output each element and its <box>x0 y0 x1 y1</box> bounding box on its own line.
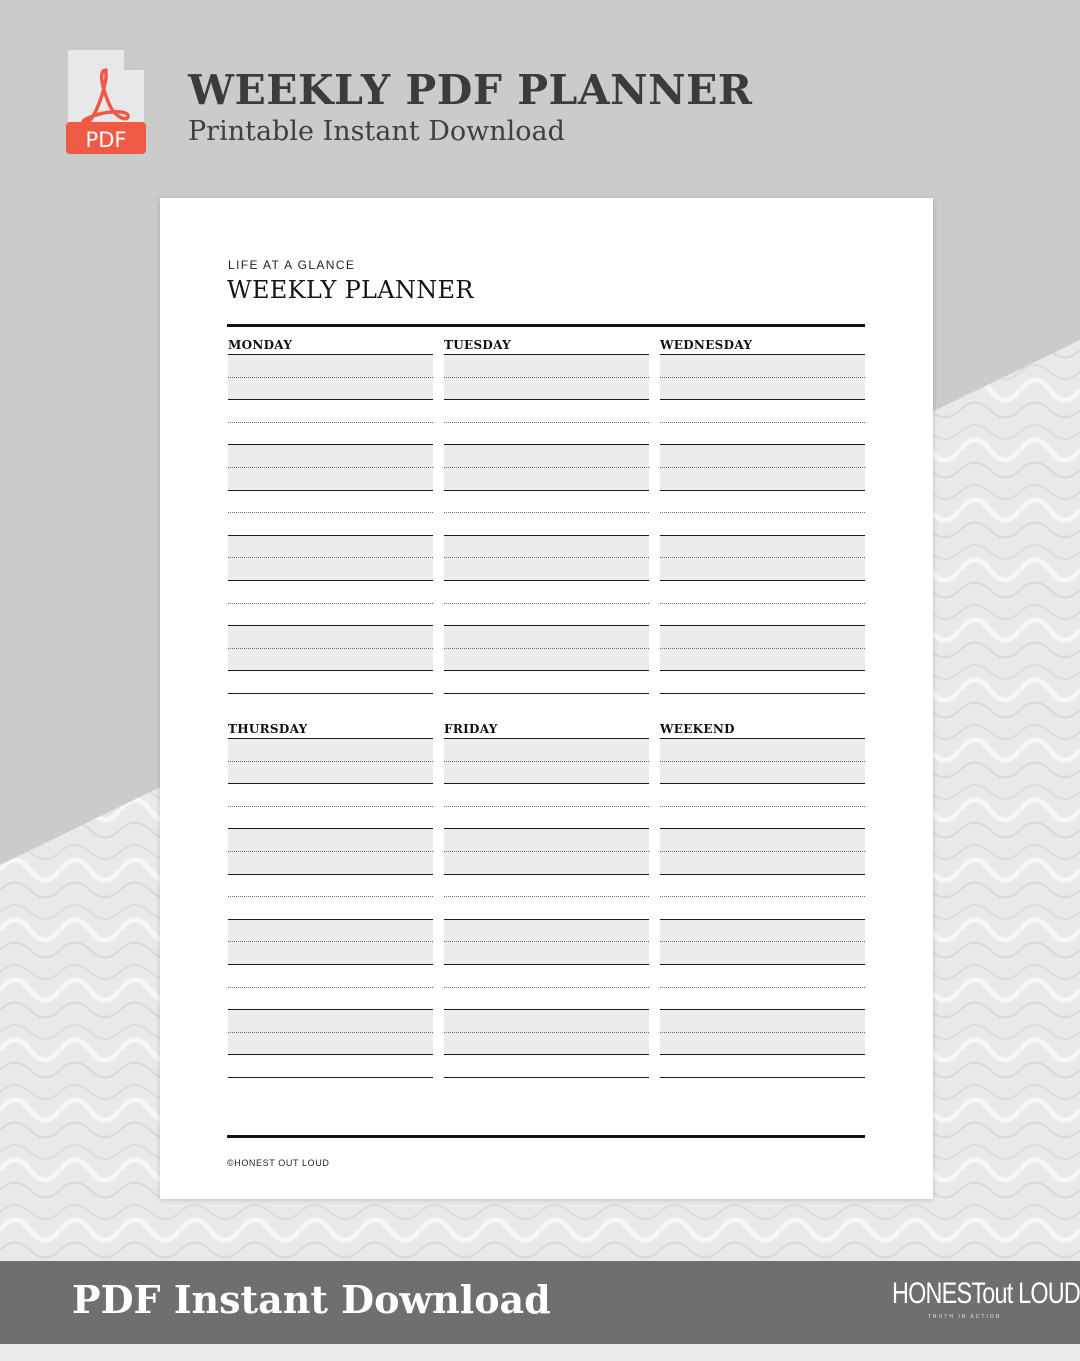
sheet-kicker: LIFE AT A GLANCE <box>228 258 356 272</box>
solid-line <box>228 490 433 491</box>
dotted-line <box>228 648 433 649</box>
shaded-band <box>660 625 865 648</box>
dotted-line <box>660 987 865 988</box>
dotted-line <box>660 1032 865 1033</box>
dotted-line <box>660 603 865 604</box>
top-rule <box>227 324 865 327</box>
dotted-line <box>660 851 865 852</box>
dotted-line <box>444 648 649 649</box>
pdf-icon-label: PDF <box>85 128 127 152</box>
shaded-band <box>660 1009 865 1032</box>
solid-line <box>228 693 433 694</box>
solid-line <box>228 1077 433 1078</box>
day-label: THURSDAY <box>228 722 308 736</box>
shaded-band <box>228 625 433 648</box>
solid-line <box>660 964 865 965</box>
shaded-band <box>228 941 433 964</box>
solid-line <box>660 444 865 445</box>
shaded-band <box>444 738 649 761</box>
shaded-band <box>660 1032 865 1055</box>
solid-line <box>444 535 649 536</box>
day-label: WEDNESDAY <box>660 338 753 352</box>
shaded-band <box>444 1032 649 1055</box>
shaded-band <box>444 1009 649 1032</box>
dotted-line <box>444 806 649 807</box>
shaded-band <box>228 354 433 377</box>
solid-line <box>228 670 433 671</box>
day-label: MONDAY <box>228 338 293 352</box>
dotted-line <box>660 512 865 513</box>
dotted-line <box>660 896 865 897</box>
shaded-band <box>444 557 649 580</box>
dotted-line <box>660 422 865 423</box>
solid-line <box>660 1054 865 1055</box>
shaded-band <box>444 851 649 874</box>
solid-line <box>660 535 865 536</box>
solid-line <box>228 535 433 536</box>
solid-line <box>228 828 433 829</box>
dotted-line <box>228 987 433 988</box>
sheet-title: WEEKLY PLANNER <box>227 276 474 304</box>
shaded-band <box>228 828 433 851</box>
shaded-band <box>660 941 865 964</box>
shaded-band <box>228 535 433 558</box>
dotted-line <box>228 851 433 852</box>
solid-line <box>660 874 865 875</box>
dotted-line <box>444 941 649 942</box>
dotted-line <box>228 603 433 604</box>
dotted-line <box>444 377 649 378</box>
solid-line <box>444 1054 649 1055</box>
shaded-band <box>444 828 649 851</box>
solid-line <box>444 399 649 400</box>
solid-line <box>660 1077 865 1078</box>
solid-line <box>444 874 649 875</box>
shaded-band <box>444 377 649 400</box>
shaded-band <box>444 941 649 964</box>
shaded-band <box>660 648 865 671</box>
solid-line <box>228 1009 433 1010</box>
dotted-line <box>660 761 865 762</box>
dotted-line <box>660 806 865 807</box>
shaded-band <box>660 738 865 761</box>
dotted-line <box>228 1032 433 1033</box>
solid-line <box>444 693 649 694</box>
dotted-line <box>228 941 433 942</box>
shaded-band <box>228 648 433 671</box>
dotted-line <box>444 603 649 604</box>
shaded-band <box>444 444 649 467</box>
page-subtitle: Printable Instant Download <box>188 116 565 147</box>
solid-line <box>444 670 649 671</box>
dotted-line <box>444 467 649 468</box>
shaded-band <box>444 354 649 377</box>
shaded-band <box>444 535 649 558</box>
solid-line <box>228 874 433 875</box>
dotted-line <box>660 648 865 649</box>
dotted-line <box>228 422 433 423</box>
solid-line <box>444 625 649 626</box>
solid-line <box>228 738 433 739</box>
solid-line <box>228 964 433 965</box>
solid-line <box>660 1009 865 1010</box>
dotted-line <box>444 761 649 762</box>
solid-line <box>444 490 649 491</box>
solid-line <box>660 399 865 400</box>
dotted-line <box>660 557 865 558</box>
shaded-band <box>444 648 649 671</box>
shaded-band <box>228 919 433 942</box>
solid-line <box>228 580 433 581</box>
solid-line <box>660 354 865 355</box>
solid-line <box>660 490 865 491</box>
dotted-line <box>660 377 865 378</box>
solid-line <box>444 828 649 829</box>
solid-line <box>444 919 649 920</box>
solid-line <box>444 738 649 739</box>
dotted-line <box>228 377 433 378</box>
shaded-band <box>228 377 433 400</box>
shaded-band <box>444 467 649 490</box>
footer-bar <box>0 1261 1080 1344</box>
dotted-line <box>660 467 865 468</box>
shaded-band <box>228 851 433 874</box>
solid-line <box>228 1054 433 1055</box>
solid-line <box>444 783 649 784</box>
shaded-band <box>228 1009 433 1032</box>
solid-line <box>444 444 649 445</box>
solid-line <box>660 919 865 920</box>
shaded-band <box>228 761 433 784</box>
solid-line <box>660 670 865 671</box>
dotted-line <box>228 512 433 513</box>
dotted-line <box>444 557 649 558</box>
solid-line <box>444 580 649 581</box>
shaded-band <box>660 828 865 851</box>
solid-line <box>444 1009 649 1010</box>
dotted-line <box>444 1032 649 1033</box>
shaded-band <box>660 535 865 558</box>
solid-line <box>228 354 433 355</box>
shaded-band <box>660 919 865 942</box>
brand-logo <box>892 1277 1080 1329</box>
solid-line <box>228 444 433 445</box>
shaded-band <box>228 557 433 580</box>
dotted-line <box>228 896 433 897</box>
day-grid <box>228 338 865 1098</box>
solid-line <box>228 783 433 784</box>
bottom-strip <box>0 1344 1080 1361</box>
bottom-rule <box>227 1135 865 1138</box>
dotted-line <box>660 941 865 942</box>
dotted-line <box>228 467 433 468</box>
solid-line <box>660 738 865 739</box>
shaded-band <box>228 444 433 467</box>
shaded-band <box>444 625 649 648</box>
solid-line <box>228 625 433 626</box>
dotted-line <box>444 896 649 897</box>
solid-line <box>444 964 649 965</box>
footer-text: PDF Instant Download <box>72 1277 551 1322</box>
pdf-file-icon <box>66 48 146 156</box>
shaded-band <box>660 354 865 377</box>
dotted-line <box>228 557 433 558</box>
shaded-band <box>660 467 865 490</box>
shaded-band <box>444 919 649 942</box>
solid-line <box>444 1077 649 1078</box>
page-title: WEEKLY PDF PLANNER <box>188 66 753 114</box>
shaded-band <box>228 1032 433 1055</box>
shaded-band <box>228 467 433 490</box>
shaded-band <box>660 444 865 467</box>
shaded-band <box>660 761 865 784</box>
dotted-line <box>444 987 649 988</box>
dotted-line <box>444 512 649 513</box>
solid-line <box>228 399 433 400</box>
dotted-line <box>228 806 433 807</box>
shaded-band <box>228 738 433 761</box>
shaded-band <box>660 557 865 580</box>
solid-line <box>660 580 865 581</box>
solid-line <box>660 828 865 829</box>
solid-line <box>660 625 865 626</box>
shaded-band <box>444 761 649 784</box>
brand-tagline: TRUTH IN ACTION <box>928 1314 1002 1320</box>
day-label: WEEKEND <box>660 722 735 736</box>
brand-name: HONESTout LOUD <box>892 1277 1080 1310</box>
dotted-line <box>228 761 433 762</box>
shaded-band <box>660 377 865 400</box>
dotted-line <box>444 851 649 852</box>
planner-sheet <box>160 198 933 1199</box>
solid-line <box>444 354 649 355</box>
day-label: FRIDAY <box>444 722 498 736</box>
shaded-band <box>660 851 865 874</box>
solid-line <box>228 919 433 920</box>
copyright-text: ©HONEST OUT LOUD <box>227 1158 330 1168</box>
solid-line <box>660 783 865 784</box>
dotted-line <box>444 422 649 423</box>
solid-line <box>660 693 865 694</box>
day-label: TUESDAY <box>444 338 511 352</box>
